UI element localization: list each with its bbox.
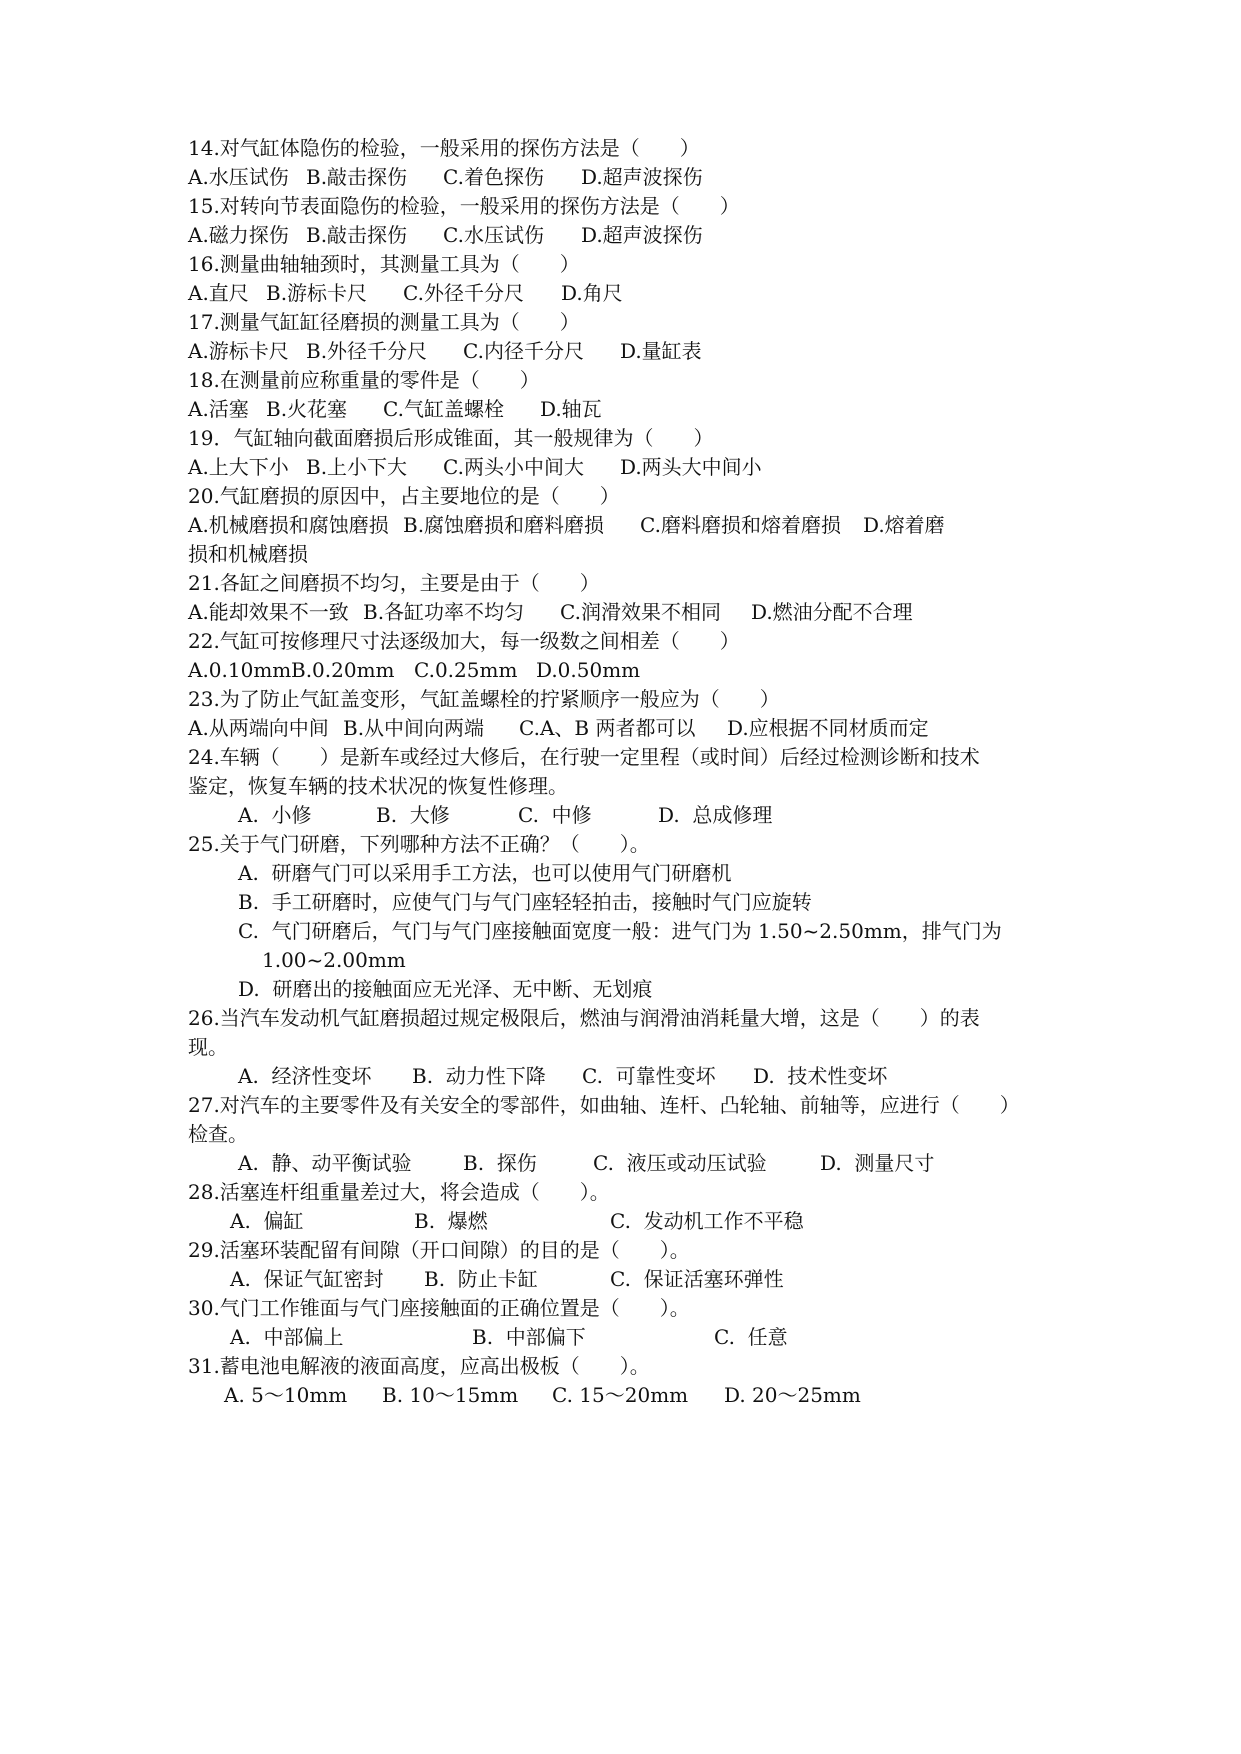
- question-25-options: [238, 974, 1221, 1004]
- question-20-stem: 20.气缸磨损的原因中，占主要地位的是（ ）: [188, 484, 620, 508]
- answer-option: B. 防止卡缸: [424, 1267, 538, 1291]
- question-15-stem: 15.对转向节表面隐伤的检验，一般采用的探伤方法是（ ）: [188, 194, 740, 218]
- answer-option: C.气缸盖螺栓: [383, 397, 504, 421]
- question-24-stem: 鉴定，恢复车辆的技术状况的恢复性修理。: [188, 774, 568, 798]
- answer-option: D.超声波探伤: [581, 165, 703, 189]
- answer-option: C. 任意: [714, 1325, 788, 1349]
- question-26-stem: 26.当汽车发动机气缸磨损超过规定极限后，燃油与润滑油消耗量大增，这是（ ）的表: [188, 1006, 980, 1030]
- answer-option: A.0.10mm: [188, 658, 292, 682]
- answer-option: D. 总成修理: [658, 803, 773, 827]
- answer-option: B. 中部偏下: [472, 1325, 586, 1349]
- answer-option: D.量缸表: [620, 339, 702, 363]
- question-22-stem: 22.气缸可按修理尺寸法逐级加大，每一级数之间相差（ ）: [188, 629, 740, 653]
- question-25-stem: 25.关于气门研磨，下列哪种方法不正确？（ ）。: [188, 832, 650, 856]
- answer-option: C. 发动机工作不平稳: [610, 1209, 804, 1233]
- answer-option: C.0.25mm: [414, 658, 518, 682]
- question-24-options: [238, 800, 1221, 830]
- answer-option: A. 经济性变坏: [238, 1064, 372, 1088]
- question-25-options: [238, 858, 1221, 888]
- answer-option: C. 中修: [518, 803, 592, 827]
- answer-option: B.各缸功率不均匀: [363, 600, 525, 624]
- question-21-stem: 21.各缸之间磨损不均匀，主要是由于（ ）: [188, 571, 600, 595]
- answer-option: D.超声波探伤: [581, 223, 703, 247]
- answer-option: B.腐蚀磨损和磨料磨损: [403, 513, 605, 537]
- answer-option: A. 研磨气门可以采用手工方法，也可以使用气门研磨机: [238, 861, 732, 885]
- question-21-options: [188, 597, 1221, 627]
- answer-option: C.水压试伤: [443, 223, 544, 247]
- answer-option: A. 保证气缸密封: [230, 1267, 384, 1291]
- answer-option: 1.00~2.00mm: [262, 948, 406, 972]
- question-14-stem: 14.对气缸体隐伤的检验，一般采用的探伤方法是（ ）: [188, 136, 700, 160]
- question-26-stem: 现。: [188, 1035, 228, 1059]
- question-20-options: [188, 510, 1221, 540]
- answer-option: 损和机械磨损: [188, 542, 308, 566]
- answer-option: D.0.50mm: [536, 658, 641, 682]
- answer-option: C. 15～20mm: [552, 1383, 689, 1407]
- question-20-options: [188, 539, 1221, 569]
- answer-option: A.从两端向中间: [188, 716, 329, 740]
- question-22-options: [188, 655, 1221, 685]
- answer-option: A.活塞: [188, 397, 249, 421]
- answer-option: B. 动力性下降: [412, 1064, 546, 1088]
- question-25-options: [262, 945, 1221, 975]
- question-29-options: [230, 1264, 1221, 1294]
- question-29-stem: 29.活塞环装配留有间隙（开口间隙）的目的是（ ）。: [188, 1238, 690, 1262]
- answer-option: C. 保证活塞环弹性: [610, 1267, 784, 1291]
- question-18-options: [188, 394, 1221, 424]
- answer-option: D.应根据不同材质而定: [727, 716, 929, 740]
- question-17-options: [188, 336, 1221, 366]
- answer-option: C.着色探伤: [443, 165, 544, 189]
- answer-option: C. 气门研磨后，气门与气门座接触面宽度一般：进气门为 1.50~2.50mm，排气门为: [238, 919, 1002, 943]
- answer-option: A. 中部偏上: [230, 1325, 344, 1349]
- answer-option: C. 液压或动压试验: [593, 1151, 767, 1175]
- question-24-stem: 24.车辆（ ）是新车或经过大修后，在行驶一定里程（或时间）后经过检测诊断和技术: [188, 745, 980, 769]
- question-31-options: [224, 1380, 1221, 1410]
- answer-option: A. 5～10mm: [224, 1383, 348, 1407]
- answer-option: A.机械磨损和腐蚀磨损: [188, 513, 389, 537]
- answer-option: B. 爆燃: [414, 1209, 488, 1233]
- answer-option: B. 手工研磨时，应使气门与气门座轻轻拍击，接触时气门应旋转: [238, 890, 812, 914]
- question-27-options: [238, 1148, 1221, 1178]
- question-17-stem: 17.测量气缸缸径磨损的测量工具为（ ）: [188, 310, 580, 334]
- answer-option: B.敲击探伤: [306, 223, 408, 247]
- answer-option: D.两头大中间小: [620, 455, 762, 479]
- answer-option: D.燃油分配不合理: [751, 600, 913, 624]
- answer-option: C.A、B 两者都可以: [519, 716, 696, 740]
- answer-option: C.润滑效果不相同: [560, 600, 721, 624]
- question-25-options: [238, 916, 1221, 946]
- answer-option: D. 技术性变坏: [753, 1064, 888, 1088]
- answer-option: A.磁力探伤: [188, 223, 289, 247]
- answer-option: C.内径千分尺: [463, 339, 584, 363]
- answer-option: B.火花塞: [266, 397, 348, 421]
- answer-option: C.两头小中间大: [443, 455, 584, 479]
- answer-option: D. 20～25mm: [724, 1383, 861, 1407]
- answer-option: A.能却效果不一致: [188, 600, 349, 624]
- answer-option: B. 大修: [376, 803, 450, 827]
- answer-option: B.敲击探伤: [306, 165, 408, 189]
- question-28-stem: 28.活塞连杆组重量差过大，将会造成（ ）。: [188, 1180, 610, 1204]
- question-19-options: [188, 452, 1221, 482]
- answer-option: B. 10～15mm: [382, 1383, 519, 1407]
- answer-option: B.0.20mm: [291, 658, 395, 682]
- question-14-options: [188, 162, 1221, 192]
- answer-option: A. 偏缸: [230, 1209, 304, 1233]
- question-25-options: [238, 887, 1221, 917]
- answer-option: B.上小下大: [306, 455, 408, 479]
- question-19-stem: 19．气缸轴向截面磨损后形成锥面，其一般规律为（ ）: [188, 426, 714, 450]
- answer-option: D. 测量尺寸: [820, 1151, 935, 1175]
- question-23-options: [188, 713, 1221, 743]
- question-27-stem: 检查。: [188, 1122, 248, 1146]
- question-27-stem: 27.对汽车的主要零件及有关安全的零部件，如曲轴、连杆、凸轮轴、前轴等，应进行（ ）: [188, 1093, 1020, 1117]
- question-26-options: [238, 1061, 1221, 1091]
- answer-option: D. 研磨出的接触面应无光泽、无中断、无划痕: [238, 977, 653, 1001]
- answer-option: C. 可靠性变坏: [582, 1064, 716, 1088]
- answer-option: D.熔着磨: [863, 513, 945, 537]
- question-31-stem: 31.蓄电池电解液的液面高度，应高出极板（ ）。: [188, 1354, 650, 1378]
- question-23-stem: 23.为了防止气缸盖变形，气缸盖螺栓的拧紧顺序一般应为（ ）: [188, 687, 780, 711]
- question-18-stem: 18.在测量前应称重量的零件是（ ）: [188, 368, 540, 392]
- answer-option: C.外径千分尺: [403, 281, 524, 305]
- answer-option: A.游标卡尺: [188, 339, 289, 363]
- question-16-stem: 16.测量曲轴轴颈时，其测量工具为（ ）: [188, 252, 580, 276]
- answer-option: A.直尺: [188, 281, 249, 305]
- answer-option: B.游标卡尺: [266, 281, 368, 305]
- answer-option: A.上大下小: [188, 455, 289, 479]
- answer-option: A. 小修: [238, 803, 312, 827]
- answer-option: A. 静、动平衡试验: [238, 1151, 412, 1175]
- answer-option: D.轴瓦: [540, 397, 602, 421]
- answer-option: B. 探伤: [463, 1151, 537, 1175]
- answer-option: C.磨料磨损和熔着磨损: [640, 513, 841, 537]
- question-30-stem: 30.气门工作锥面与气门座接触面的正确位置是（ ）。: [188, 1296, 690, 1320]
- question-16-options: [188, 278, 1221, 308]
- answer-option: B.外径千分尺: [306, 339, 428, 363]
- question-30-options: [230, 1322, 1221, 1352]
- answer-option: A.水压试伤: [188, 165, 289, 189]
- answer-option: B.从中间向两端: [343, 716, 485, 740]
- question-15-options: [188, 220, 1221, 250]
- answer-option: D.角尺: [561, 281, 623, 305]
- question-28-options: [230, 1206, 1221, 1236]
